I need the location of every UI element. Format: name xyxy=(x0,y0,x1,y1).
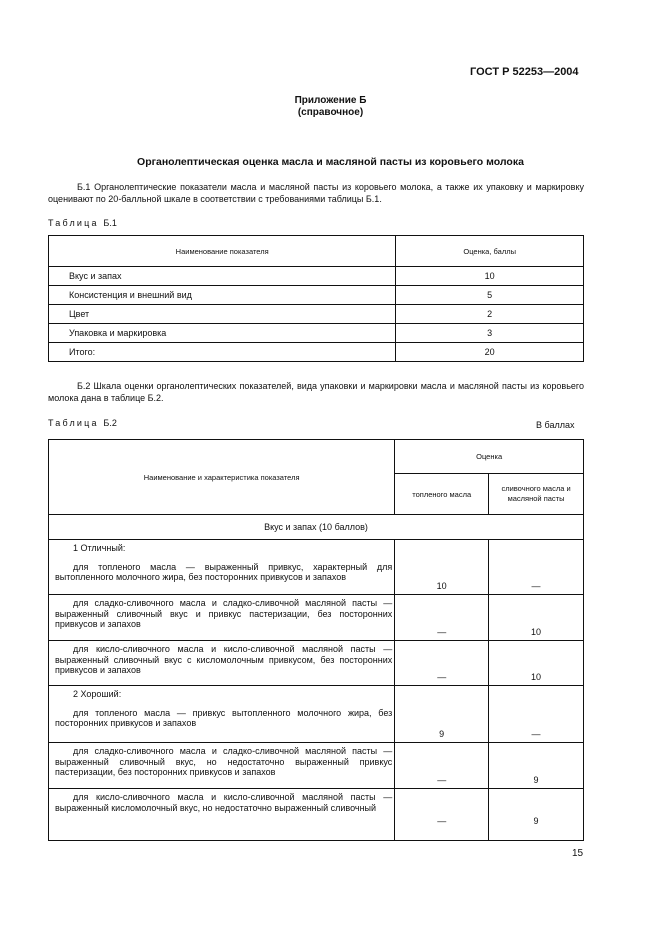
characteristic-cell xyxy=(49,540,395,595)
grade-label: 2 Хороший: xyxy=(73,689,122,699)
characteristic-cell xyxy=(49,595,395,641)
score-butter: — xyxy=(489,540,584,595)
indicator-name: Цвет xyxy=(49,305,396,324)
characteristic-text: для кисло-сливочного масла и кисло-сливочной масляной пасты — выраженный сливочный вкус с кисломолочным привкусом, без посторонних привкусов и запахов xyxy=(55,644,393,675)
paragraph-b2 xyxy=(48,380,584,404)
column-header-melted-butter: топленого масла xyxy=(395,474,489,515)
table-row xyxy=(49,789,584,841)
characteristic-text: для сладко-сливочного масла и сладко-сливочной масляной пасты — выраженный сливочный вкус, но недостаточно выраженный привкус пастеризации, без посторонних привкусов и запахов xyxy=(55,746,393,777)
table1-caption xyxy=(48,218,117,228)
characteristic-text: для топленого масла — выраженный привкус, характерный для вытопленного молочного жира, без посторонних привкусов и запахов xyxy=(55,561,393,582)
appendix-note: (справочное) xyxy=(297,107,364,118)
indicator-score: 5 xyxy=(396,286,584,305)
score-melted: 9 xyxy=(395,686,489,743)
table-row xyxy=(49,540,584,595)
table2-unit: В баллах xyxy=(536,420,575,430)
score-melted: 10 xyxy=(395,540,489,595)
table-b1 xyxy=(48,235,584,362)
paragraph-b1 xyxy=(48,181,584,205)
characteristic-cell xyxy=(49,789,395,841)
column-header-score: Оценка, баллы xyxy=(396,236,584,267)
table-row xyxy=(49,686,584,743)
table-total-row xyxy=(49,343,584,362)
appendix-title: Приложение Б xyxy=(294,95,367,106)
characteristic-text: для кисло-сливочного масла и кисло-сливочной масляной пасты — выраженный кисломолочный вкус, но недостаточно выраженный сливочный xyxy=(55,792,393,813)
score-butter: 10 xyxy=(489,595,584,641)
grade-label: 1 Отличный: xyxy=(73,543,126,553)
table-row xyxy=(49,305,584,324)
table2-caption-number: Б.2 xyxy=(103,418,117,428)
indicator-score: 3 xyxy=(396,324,584,343)
score-butter: 9 xyxy=(489,743,584,789)
page-title: Органолептическая оценка масла и масляной пасты из коровьего молока xyxy=(137,156,524,168)
characteristic-cell xyxy=(49,686,395,743)
score-melted: — xyxy=(395,595,489,641)
score-melted: — xyxy=(395,743,489,789)
appendix-heading xyxy=(0,95,661,119)
paragraph-b2-text: Б.2 Шкала оценки органолептических показателей, вида упаковки и маркировки масла и масляной пасты из коровьего молока дана в таблице Б.2. xyxy=(48,381,584,403)
table-row xyxy=(49,286,584,305)
table-row xyxy=(49,595,584,641)
table-header-row xyxy=(49,236,584,267)
table-row xyxy=(49,267,584,286)
table-row xyxy=(49,641,584,686)
column-header-butter-paste: сливочного масла и масляной пасты xyxy=(489,474,584,515)
score-butter: 9 xyxy=(489,789,584,841)
table1-caption-number: Б.1 xyxy=(103,218,117,228)
indicator-score: 10 xyxy=(396,267,584,286)
indicator-name: Упаковка и маркировка xyxy=(49,324,396,343)
characteristic-text: для сладко-сливочного масла и сладко-сливочной масляной пасты — выраженный сливочный вкус и привкус пастеризации, без посторонних привкусов и запахов xyxy=(55,598,393,629)
table1-caption-prefix: Таблица xyxy=(48,218,99,228)
column-header-name: Наименование и характеристика показателя xyxy=(49,440,395,515)
section-row xyxy=(49,515,584,540)
paragraph-b1-text: Б.1 Органолептические показатели масла и масляной пасты из коровьего молока, а также их упаковку и маркировку оценивают по 20-балльной шкале в соответствии с требованиями таблицы Б.1. xyxy=(48,182,584,204)
table-b2 xyxy=(48,439,584,841)
score-butter: 10 xyxy=(489,641,584,686)
table2-caption-prefix: Таблица xyxy=(48,418,99,428)
table-row xyxy=(49,324,584,343)
total-label: Итого: xyxy=(49,343,396,362)
indicator-name: Консистенция и внешний вид xyxy=(49,286,396,305)
characteristic-cell xyxy=(49,641,395,686)
table-row xyxy=(49,743,584,789)
total-score: 20 xyxy=(396,343,584,362)
table2-caption xyxy=(48,418,117,428)
characteristic-text: для топленого масла — привкус вытопленного молочного жира, без посторонних привкусов и запахов xyxy=(55,707,393,728)
document-code: ГОСТ Р 52253—2004 xyxy=(470,66,579,78)
column-header-indicator: Наименование показателя xyxy=(49,236,396,267)
table-header-row xyxy=(49,440,584,474)
section-title: Вкус и запах (10 баллов) xyxy=(49,515,584,540)
score-melted: — xyxy=(395,641,489,686)
indicator-score: 2 xyxy=(396,305,584,324)
page-number: 15 xyxy=(572,848,584,859)
score-butter: — xyxy=(489,686,584,743)
column-header-score: Оценка xyxy=(395,440,584,474)
score-melted: — xyxy=(395,789,489,841)
indicator-name: Вкус и запах xyxy=(49,267,396,286)
characteristic-cell xyxy=(49,743,395,789)
